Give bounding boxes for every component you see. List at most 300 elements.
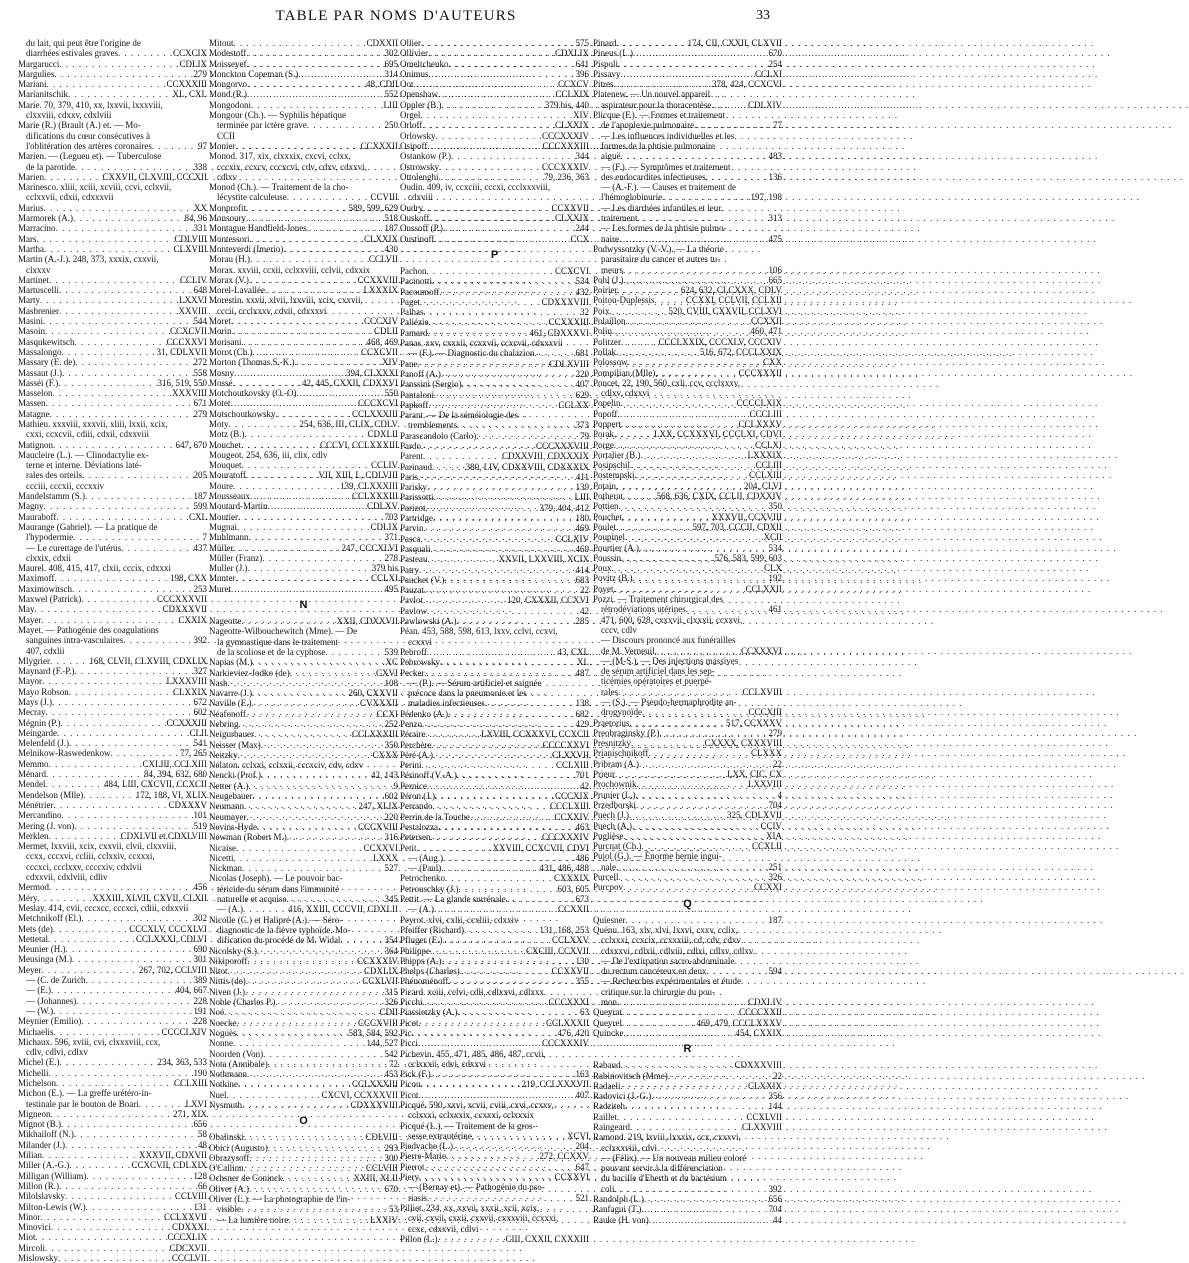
author-name: Niven (J.) (209, 986, 245, 997)
page-references: 486 (575, 852, 589, 863)
page-references: 681 (575, 348, 589, 359)
page-references: CCXLII (752, 841, 782, 852)
index-entry (18, 440, 207, 450)
dot-leader (435, 791, 553, 801)
index-entry (18, 903, 207, 913)
author-name: Poux (593, 563, 612, 574)
page-references: CCCXIII (748, 707, 782, 718)
author-name: ccxxvi (408, 636, 432, 647)
index-entry (400, 1038, 589, 1048)
index-entry (209, 79, 398, 89)
page-references: 542 (384, 1048, 398, 1059)
dot-leader (68, 89, 171, 99)
index-entry (400, 1151, 589, 1161)
index-entry-continuation (400, 1193, 589, 1203)
dot-leader (641, 1204, 766, 1214)
dot-leader (433, 750, 550, 760)
dot-leader (623, 265, 767, 275)
dot-leader (54, 1027, 160, 1037)
dot-leader (636, 790, 776, 800)
dot-leader (275, 997, 382, 1007)
dot-leader (419, 1018, 544, 1028)
author-name: Potherat (593, 491, 623, 502)
page-references: CLXXVIII (742, 1121, 782, 1132)
dot-leader (616, 862, 767, 872)
page-references: 250 (384, 120, 398, 131)
page-references: 703 (384, 511, 398, 522)
index-entry (593, 522, 782, 532)
index-entry (400, 1028, 589, 1038)
page-references: 602 (384, 791, 398, 802)
author-name: Miller (A.-G.) (18, 1160, 70, 1171)
author-name: Masqukewitsch (18, 336, 75, 347)
index-entry (18, 120, 207, 130)
author-name: Milton-Lewis (W.) (18, 1201, 86, 1212)
dot-leader (253, 657, 384, 667)
author-name: — (E.) (26, 985, 51, 996)
author-name: Motschoutkowsky (209, 408, 276, 419)
dot-leader (649, 1215, 771, 1225)
page-references: 168, CLVII, CLXVIII, CDXLIX (89, 655, 207, 666)
index-entry (209, 987, 398, 997)
dot-leader (470, 812, 553, 822)
author-name: dification du procédé de M. Widal (217, 935, 341, 946)
page-references: CCCXXXIV (541, 1038, 589, 1049)
index-entry (209, 1028, 398, 1038)
dot-leader (430, 946, 524, 956)
author-name: Parizot (400, 502, 426, 513)
author-name: — (A.-F.). — Causes et traitement de (601, 182, 736, 193)
index-entry (593, 831, 782, 841)
author-name: clxxix, cdxii (26, 552, 71, 563)
author-name: Raingeard (593, 1121, 630, 1132)
author-name: Perini (400, 760, 422, 771)
page-references: CDLII (374, 326, 398, 337)
page-references: 326 (768, 872, 782, 883)
dot-leader (55, 223, 191, 233)
page-references: CCCCLXIX (736, 398, 782, 409)
index-entry (18, 831, 207, 841)
index-entry (18, 944, 207, 954)
page-references: 344 (575, 151, 589, 162)
author-name: Mouquet (209, 460, 242, 471)
page-references: CCLXI (755, 439, 782, 450)
author-name: Obalinski (209, 1132, 244, 1143)
index-entry (400, 213, 589, 223)
index-entry (209, 616, 398, 626)
author-name: Périnoff (V.-A.) (400, 770, 457, 781)
page-references: 672 (193, 697, 207, 707)
page-references: 534 (575, 276, 589, 287)
dot-leader (242, 1100, 348, 1110)
dot-leader (253, 347, 359, 357)
dot-leader (614, 584, 744, 594)
author-name: — (W.) (26, 1005, 54, 1016)
author-name: Prunier (L.) (593, 789, 636, 800)
page-references: 279 (768, 727, 782, 738)
author-name: Méry (18, 892, 38, 903)
dot-leader (243, 904, 286, 914)
index-entry (209, 1059, 398, 1069)
page-references: CCXI (376, 708, 398, 719)
page-references: CCLIII (755, 460, 782, 471)
dot-leader (234, 38, 365, 48)
author-name: Pillon (L.) (400, 1233, 438, 1244)
dot-leader (617, 997, 746, 1007)
author-name: Mikhailoff (N.) (18, 1129, 74, 1140)
index-entry (593, 429, 782, 439)
dot-leader (288, 1215, 368, 1225)
author-name: Mircoli (18, 1242, 45, 1253)
index-entry-continuation (593, 203, 782, 213)
page-references: CDLXV (367, 501, 398, 512)
index-entry (400, 1203, 589, 1213)
page-references: 44 (773, 1214, 782, 1225)
page-references: 180 (575, 513, 589, 524)
dot-leader (419, 1090, 574, 1100)
author-name: Popelin (593, 398, 621, 409)
author-name: Michaux. 596, xviii, cvi, clxxxviii, ccx, (18, 1036, 161, 1047)
author-name: Morin (209, 326, 232, 337)
index-entry-continuation (400, 904, 589, 914)
dot-leader (453, 1141, 574, 1151)
index-entry (400, 513, 589, 523)
index-entry (18, 254, 207, 264)
author-name: Müller (209, 542, 234, 553)
dot-leader (76, 996, 191, 1006)
page-references: LXVI (185, 1098, 207, 1109)
page-references: 279 (193, 68, 207, 79)
author-name: des endocardites infectieuses (601, 171, 706, 182)
dot-leader (622, 1007, 737, 1017)
index-entry (400, 750, 589, 760)
dot-leader (630, 460, 753, 470)
author-name: Morau (H.) (209, 254, 250, 265)
page-references: LXXX (373, 852, 398, 863)
page-references: CCXXVII (551, 202, 589, 213)
author-name: Praetorius (593, 717, 630, 728)
author-name: ticémies opératoires et puerpé- (601, 676, 712, 687)
author-name: Monteverdi (Imerio) (209, 243, 284, 254)
author-name: Noguès (209, 1027, 237, 1038)
author-name: Pohl (J.) (593, 274, 624, 285)
page-references: 416, XXIII, CCCVII, CDXLII (288, 904, 398, 915)
author-name: Pacinotti (400, 276, 432, 287)
page-references: 521 (575, 1192, 589, 1203)
dot-leader (428, 48, 553, 58)
dot-leader (268, 501, 366, 511)
letter-heading: Q (683, 897, 692, 910)
author-name: de la scoliose et de la cyphose (217, 646, 326, 657)
author-name: l'hémoglobinurie (601, 192, 663, 203)
index-entry (18, 182, 207, 192)
index-entry (209, 110, 398, 120)
author-name: Meusinga (M.) (18, 954, 72, 965)
index-entry-continuation (18, 553, 207, 563)
index-entry (209, 812, 398, 822)
dot-leader (75, 337, 165, 347)
index-entry (18, 697, 207, 707)
index-entry (18, 522, 207, 532)
dot-leader (630, 718, 724, 728)
author-name: ccciii, cccxii, cccxxiv (26, 480, 104, 491)
index-entry-continuation (18, 635, 207, 645)
dot-leader (428, 554, 497, 564)
author-name: Munter (209, 573, 236, 584)
index-entry-continuation (18, 985, 207, 995)
dot-leader (86, 1171, 191, 1181)
author-name: Povitz (B.) (593, 573, 633, 584)
page-references: CDXLVII et CDXLVIII (120, 830, 207, 841)
index-entry (209, 470, 398, 480)
dot-leader (238, 1079, 350, 1089)
index-entry (400, 616, 589, 626)
author-name: Mouratoff (209, 470, 246, 481)
author-name: aspirateur pour la thoracentèse (601, 99, 712, 110)
author-name: Pollak (593, 346, 617, 357)
page-references: CDXXXVII (162, 604, 207, 615)
dot-leader (422, 120, 553, 130)
index-entry (18, 234, 207, 244)
author-name: rales des orteils (26, 470, 82, 481)
page-references: CDXLII (367, 429, 398, 440)
author-name: Marinesco. xliii, xciii, xcviii, ccvi, cclxvii, (18, 182, 172, 193)
dot-leader (228, 966, 362, 976)
author-name: Poupinel (593, 532, 626, 543)
index-entry (593, 512, 782, 522)
dot-leader (236, 1018, 356, 1028)
page-references: 191 (193, 1005, 207, 1016)
page-references: 285 (575, 616, 589, 627)
index-entry (18, 841, 207, 851)
dot-leader (476, 431, 578, 441)
author-name: Masselon (18, 388, 53, 399)
author-name: Monier (209, 140, 236, 151)
author-name: Osipoff (400, 140, 428, 151)
author-name: Michelli (18, 1067, 49, 1078)
author-name: Picqué. 590, xxvi, xcvii, cviii, cxvi, ccxxv, (400, 1099, 554, 1110)
index-entry (18, 1171, 207, 1181)
dot-leader (254, 729, 350, 739)
dot-leader (448, 976, 573, 986)
index-entry-continuation (18, 265, 207, 275)
author-name: Mathieu. xxxviii, xxxvii, xliii, lxxii, xcix, (18, 418, 168, 429)
author-name: Ostankow (P.) (400, 151, 451, 162)
page-references: CXXX (372, 749, 398, 760)
author-name: — (P.). — Sérum artificiel et saignée (408, 677, 542, 688)
index-entry (18, 409, 207, 419)
index-entry-continuation (593, 265, 782, 275)
dot-leader (423, 997, 547, 1007)
author-name: difications du cœur consécutives à (26, 130, 150, 141)
page-references: CCCXIX (554, 791, 589, 802)
author-name: Openshaw (400, 89, 438, 100)
index-entry (18, 1232, 207, 1242)
page-references: 326 (384, 997, 398, 1008)
index-entry (593, 337, 782, 347)
index-entry (209, 1100, 398, 1110)
dot-leader (231, 398, 356, 408)
index-entry (18, 728, 207, 738)
page-references: CDXXVIII, CDXXXIX (502, 451, 589, 462)
index-entry (400, 575, 589, 585)
index-entry-continuation (593, 120, 782, 130)
page-references: CDLVIII (174, 233, 207, 244)
index-entry (593, 543, 782, 553)
dot-leader (431, 740, 540, 750)
author-name: Naville (E.) (209, 698, 252, 709)
page-references: CCLXXXIII (352, 408, 398, 419)
index-entry-continuation (209, 884, 398, 894)
page-references: LXX, CCXXXVI, CCCLXI, CDVI (654, 429, 782, 440)
index-entry (18, 965, 207, 975)
page-references: CLXXIX (555, 120, 589, 131)
page-references: 544 (193, 316, 207, 327)
dot-leader (58, 378, 155, 388)
dot-leader (429, 69, 574, 79)
author-name: Radziteh (593, 1101, 625, 1112)
index-entry (400, 822, 589, 832)
index-entry (400, 1069, 589, 1079)
page-references: CCLXXXI, CDLVI (135, 933, 207, 944)
page-references: 520, CVIII, CXXVII, CCLXVI (668, 305, 782, 316)
index-entry (18, 1181, 207, 1191)
dot-leader (621, 553, 712, 563)
index-entry-continuation (593, 131, 782, 141)
letter-heading: P (490, 248, 499, 261)
index-entry (209, 1079, 398, 1089)
author-name: Ollivier (400, 48, 428, 59)
author-name: Pamard (400, 327, 428, 338)
author-name: Oliver (L.). — La photographie de l'in- (209, 1194, 351, 1205)
dot-leader (42, 615, 177, 625)
dot-leader (637, 779, 747, 789)
index-entry (209, 1184, 398, 1194)
dot-leader (268, 1059, 387, 1069)
index-entry (18, 934, 207, 944)
page-references: 254 (768, 58, 782, 69)
author-name: cdlxv, cdxxvi (601, 388, 650, 399)
index-entry (593, 1101, 782, 1111)
author-name: Prochownik (593, 779, 637, 790)
author-name: Moutard-Martin (209, 501, 268, 512)
index-entry-continuation (593, 976, 782, 986)
index-entry (18, 368, 207, 378)
author-name: Michon (E.). — La greffe urétéro-in- (18, 1088, 152, 1099)
author-name: Motet (209, 398, 231, 409)
index-entry-continuation (400, 853, 589, 863)
index-entry (18, 666, 207, 676)
dot-leader (622, 1018, 694, 1028)
page-references: 682 (575, 708, 589, 719)
author-name: Peyrot. xlvi, cxlii, ccxliii, cdxxiv (400, 914, 519, 925)
author-name: Massalongo (18, 346, 62, 357)
page-references: 552 (384, 89, 398, 100)
dot-leader (438, 89, 554, 99)
author-name: — (M-S.). — Des injections massives (601, 655, 739, 666)
author-name: Poitou-Duplessis (593, 295, 655, 306)
dot-leader (247, 89, 383, 99)
dot-leader (485, 698, 574, 708)
index-entry (593, 1132, 782, 1142)
index-entry (400, 1162, 589, 1172)
page-references: 432 (575, 286, 589, 297)
author-name: Marius (18, 202, 44, 213)
index-entry (209, 966, 398, 976)
author-name: Poulet (593, 521, 617, 532)
page-references: 534 (768, 542, 782, 553)
index-entry (18, 1027, 207, 1037)
index-entry (209, 997, 398, 1007)
index-entry (209, 657, 398, 667)
page-references: CLXXIX (748, 1080, 782, 1091)
index-entry (209, 532, 398, 542)
author-name: Mettetal (18, 933, 48, 944)
index-entry (209, 38, 398, 48)
dot-leader (439, 287, 573, 297)
page-references: 228 (193, 995, 207, 1006)
author-name: terminée par ictère grave (217, 120, 307, 131)
dot-leader (49, 759, 141, 769)
dot-leader (81, 913, 191, 923)
author-name: cdxxvii, cdxlviii, cdliv (26, 872, 108, 883)
author-name: tremblements (408, 420, 457, 431)
page-references: CXX (762, 357, 782, 368)
letter-heading: O (299, 1115, 308, 1128)
author-name: Phelps (Charles) (400, 966, 460, 977)
page-references: 392 (768, 1183, 782, 1194)
page-references: 279 (193, 408, 207, 419)
page-references: CXL (189, 511, 207, 522)
page-references: 42 (580, 780, 589, 791)
author-name: Politzer (593, 336, 621, 347)
page-references: CCCXIV (363, 316, 398, 327)
index-entry (18, 810, 207, 820)
index-entry (593, 759, 782, 769)
dot-leader (443, 223, 574, 233)
author-name: — De l'extirpation sacro-abdominale (601, 955, 735, 966)
author-name: Nicetti (209, 852, 234, 863)
page-references: 456 (193, 882, 207, 893)
author-name: Mandelstamm (S.) (18, 491, 85, 502)
index-entry (400, 203, 589, 213)
index-entry (209, 791, 398, 801)
author-name: — Recherches expérimentales et étude (601, 976, 741, 987)
page-references: 629 (575, 389, 589, 400)
page-references: 139, CLXXXIII (340, 480, 398, 491)
author-name: Nageotte (209, 616, 242, 627)
dot-leader (633, 573, 767, 583)
index-column-3 (400, 38, 589, 1244)
author-name: Pierre-Marie (400, 1151, 446, 1162)
index-entry (400, 997, 589, 1007)
author-name: Metchnikoff (El.) (18, 913, 82, 924)
index-entry (209, 100, 398, 110)
page-references: CDII (379, 1007, 398, 1018)
dot-leader (61, 718, 165, 728)
page-references: 219, CCLXXXVII (521, 1079, 589, 1090)
index-entry (593, 368, 782, 378)
index-entry (400, 595, 589, 605)
page-references: CCCLIII (749, 408, 782, 419)
dot-leader (428, 328, 528, 338)
page-references: 701 (575, 770, 589, 781)
author-name: Picou (400, 1079, 421, 1090)
author-name: Ottolenghi (400, 171, 439, 182)
index-entry (400, 379, 589, 389)
page-references: 378, 424, CCXCVI (711, 79, 782, 90)
index-entry (400, 1079, 589, 1089)
